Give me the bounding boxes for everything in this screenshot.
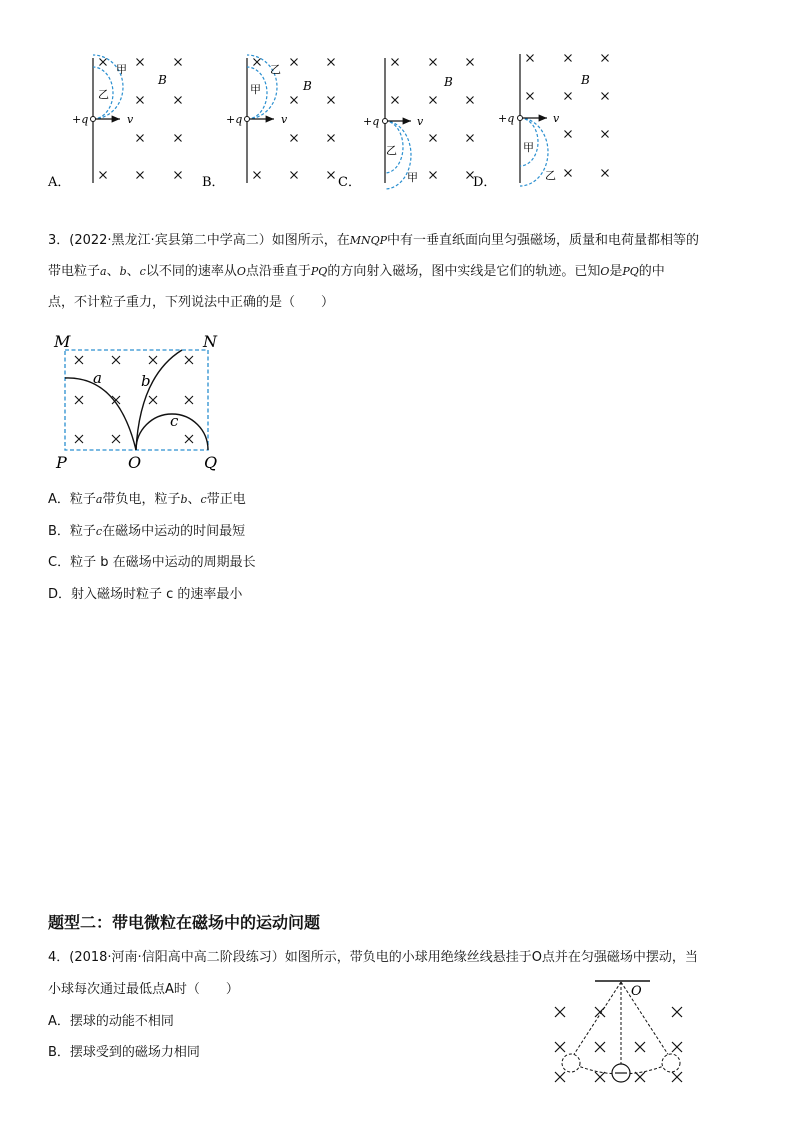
q3-label-a: a: [93, 369, 102, 387]
q3-label-q: Q: [204, 453, 218, 472]
section-heading: 题型二：带电微粒在磁场中的运动问题: [48, 913, 321, 932]
q3-opt-a-var-b: b: [180, 493, 188, 506]
q2-c-yi-label: 乙: [386, 144, 397, 157]
q3-line2-b: 以不同的速率从: [145, 264, 237, 279]
q2-figure-a: [47, 55, 182, 190]
q2-d-charge-label: +q: [498, 112, 515, 125]
q3-particle-c: c: [139, 265, 146, 278]
q3-option-a[interactable]: [48, 490, 246, 510]
q3-line1-prefix: 3．(2022·黑龙江·宾县第二中学高二）如图所示，在: [48, 233, 350, 248]
q3-opt-b-part1: B．粒子: [48, 524, 96, 539]
q2-b-charge-label: +q: [226, 113, 243, 126]
q2-b-jia-label: 甲: [250, 83, 261, 96]
q2-a-charge-label: +q: [72, 113, 89, 126]
q3-pq-2: PQ: [622, 265, 639, 278]
q3-opt-a-part3: 、: [187, 492, 201, 507]
q3-figure-svg: [48, 328, 238, 473]
q2-option-c: C．: [338, 175, 361, 190]
q2-b-velocity-label: v: [281, 113, 288, 126]
q2-d-yi-label: 乙: [545, 169, 556, 182]
q2-c-velocity-label: v: [417, 115, 424, 128]
q3-mnqp: MNQP: [349, 234, 388, 247]
q2-a-field-label: B: [158, 73, 167, 87]
q2-figures-svg: [40, 48, 640, 193]
q3-line2-d: 的方向射入磁场，图中实线是它们的轨迹。已知: [327, 264, 601, 279]
q3-line2-c: 点沿垂直于: [245, 264, 311, 279]
q3-opt-a-var-a: a: [95, 493, 103, 506]
q3-label-o: O: [128, 453, 142, 472]
q3-opt-a-part4: 带正电: [206, 492, 246, 507]
q4-figure: [545, 975, 695, 1090]
q3-option-b[interactable]: [48, 522, 245, 542]
q3-pq: PQ: [310, 265, 328, 278]
q3-opt-c-text: C．粒子 b 在磁场中运动的周期最长: [48, 555, 256, 570]
q3-opt-b-part2: 在磁场中运动的时间最短: [102, 524, 246, 539]
q3-stem-line2: [48, 262, 665, 282]
q3-point-o-2: O: [600, 265, 610, 278]
q3-line2-f: 的中: [638, 264, 665, 279]
q3-option-d[interactable]: [48, 585, 242, 605]
q2-figure-c: [338, 58, 474, 190]
q3-line2-e: 是: [609, 264, 623, 279]
q2-b-field-label: B: [303, 79, 312, 93]
q3-label-b: b: [141, 372, 151, 390]
q2-figure-row: [40, 48, 640, 193]
q2-figure-d: [473, 54, 609, 190]
q2-figure-b: [202, 55, 335, 190]
q2-b-yi-label: 乙: [270, 63, 281, 76]
q3-line1-suffix: 中有一垂直纸面向里匀强磁场，质量和电荷量都相等的: [387, 233, 700, 248]
q3-particle-a: a: [100, 265, 107, 278]
q2-a-jia-label: 甲: [116, 63, 127, 76]
q3-sep2: 、: [126, 264, 140, 279]
q4-option-b[interactable]: B．摆球受到的磁场力相同: [48, 1045, 200, 1060]
q2-c-jia-label: 甲: [407, 171, 418, 184]
q2-option-b: B．: [202, 175, 225, 190]
q3-opt-a-part2: 带负电，粒子: [102, 492, 181, 507]
q4-stem-line1: 4．(2018·河南·信阳高中高二阶段练习）如图所示，带负电的小球用绝缘丝线悬挂于O点并在匀强磁场中摆动，当: [48, 950, 698, 965]
q2-d-field-label: B: [581, 73, 590, 87]
q4-option-a[interactable]: A．摆球的动能不相同: [48, 1014, 174, 1029]
q3-figure: [48, 328, 238, 473]
q3-opt-d-text: D．射入磁场时粒子 c 的速率最小: [48, 587, 243, 602]
q3-sep1: 、: [106, 264, 120, 279]
q3-label-m: M: [54, 332, 71, 351]
q2-d-jia-label: 甲: [523, 141, 534, 154]
q4-label-o: O: [631, 984, 642, 999]
q2-a-velocity-label: v: [127, 113, 134, 126]
q3-line3: 点，不计粒子重力，下列说法中正确的是（ ）: [48, 295, 335, 310]
q2-c-charge-label: +q: [363, 115, 380, 128]
q2-option-a: A．: [48, 175, 71, 190]
q3-opt-a-part1: A．粒子: [48, 492, 96, 507]
q3-line2-a: 带电粒子: [48, 264, 101, 279]
q2-d-velocity-label: v: [553, 112, 560, 125]
q2-a-yi-label: 乙: [98, 88, 109, 101]
q3-label-n: N: [203, 332, 217, 351]
q3-option-c[interactable]: [48, 553, 256, 573]
q3-opt-a-var-c: c: [200, 493, 207, 506]
q3-stem-line1: [48, 231, 699, 251]
q3-particle-b: b: [119, 265, 127, 278]
q3-label-c: c: [170, 412, 179, 430]
q3-point-o: O: [236, 265, 246, 278]
q4-figure-svg: [545, 975, 695, 1090]
q3-label-p: P: [56, 453, 67, 472]
q3-opt-b-var-c: c: [95, 525, 103, 538]
q3-stem-line3: [48, 293, 334, 313]
q4-stem-line2: 小球每次通过最低点A时（ ）: [48, 982, 239, 997]
q2-option-d: D．: [473, 175, 497, 190]
q2-c-field-label: B: [444, 75, 453, 89]
